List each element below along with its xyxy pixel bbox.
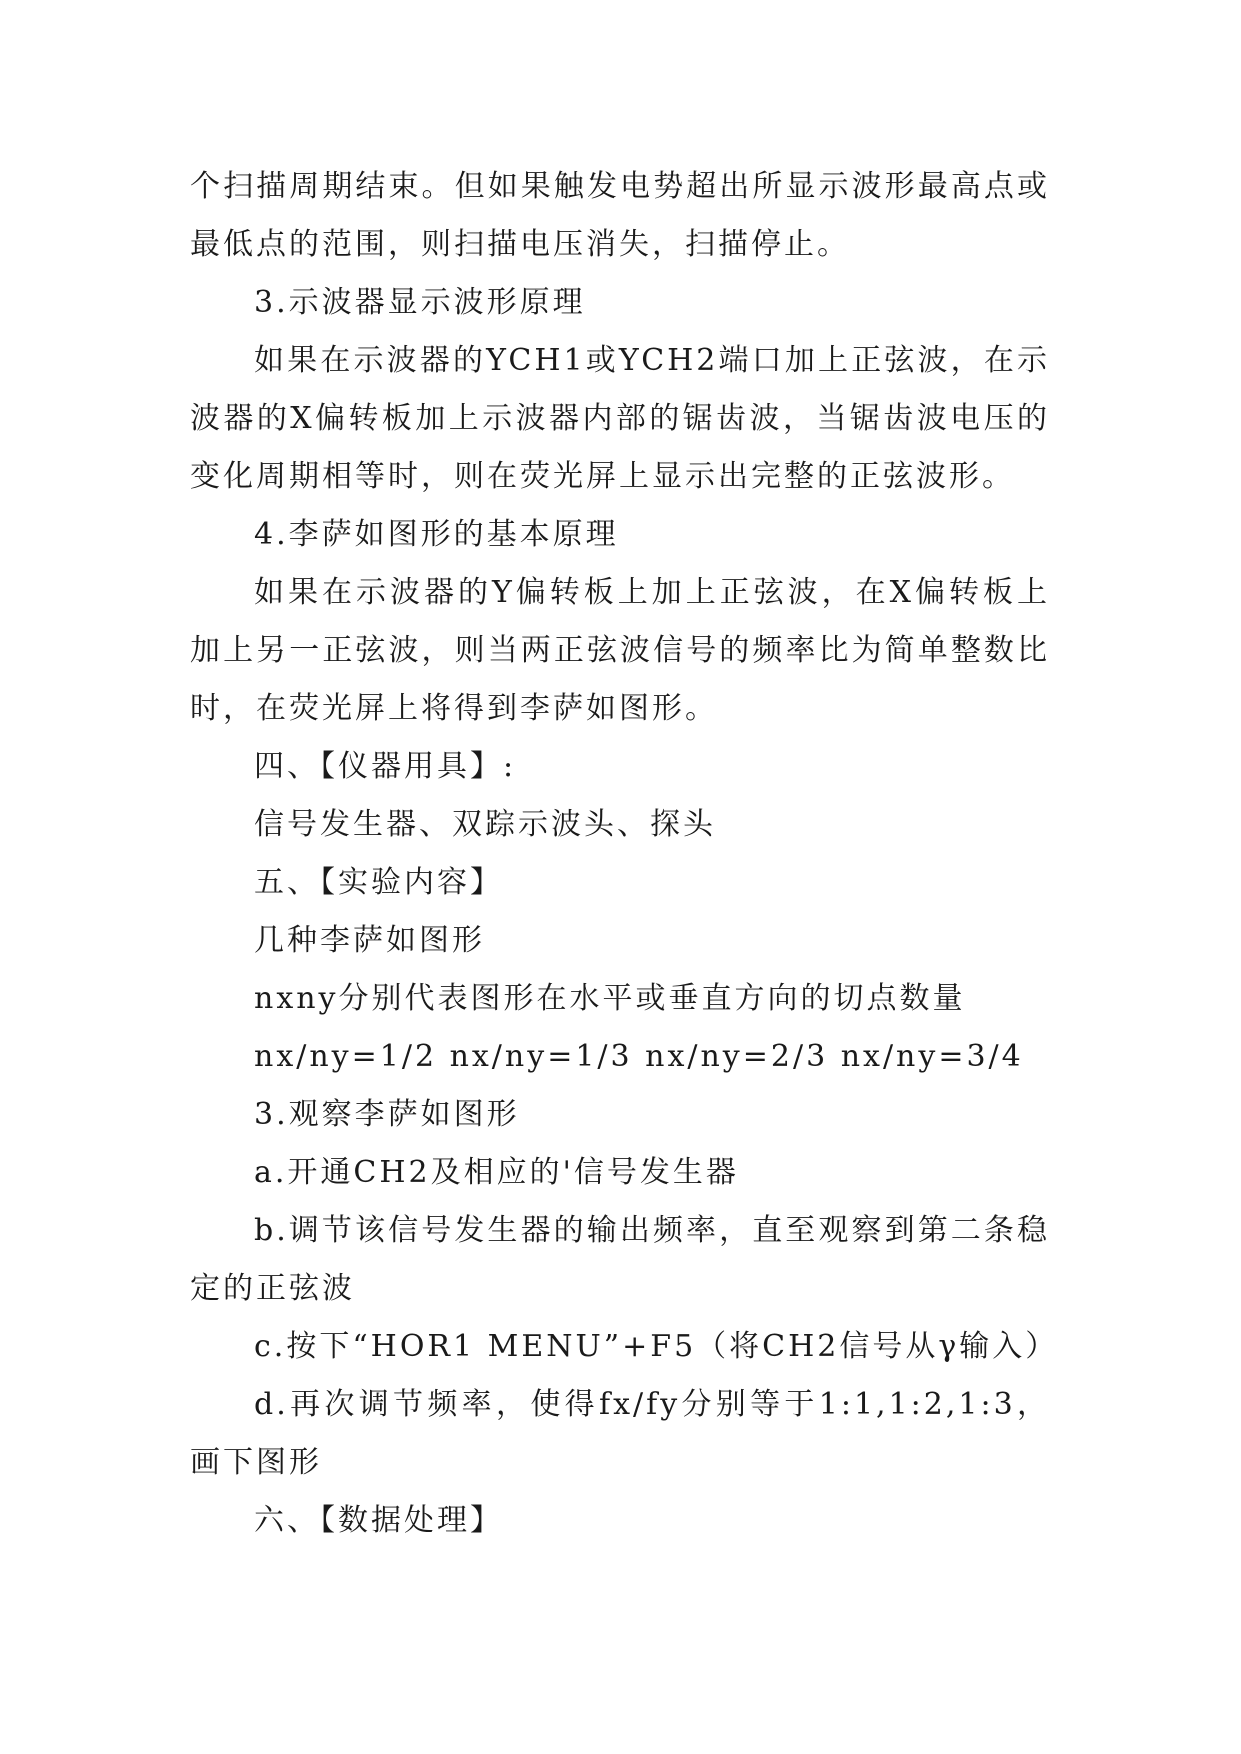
step-b: b.调节该信号发生器的输出频率，直至观察到第二条稳定的正弦波 [190, 1213, 1050, 1306]
step-c: c.按下“HOR1 MENU”+F5（将CH2信号从γ输入） [254, 1329, 1059, 1364]
step-d: d.再次调节频率，使得fx/fy分别等于1:1,1:2,1:3，画下图形 [190, 1387, 1050, 1480]
paragraph-instruments: 信号发生器、双踪示波头、探头 [254, 807, 716, 842]
step-a: a.开通CH2及相应的'信号发生器 [254, 1155, 739, 1190]
paragraph-nxny-ratios: nx/ny=1/2 nx/ny=1/3 nx/ny=2/3 nx/ny=3/4 [254, 1039, 1024, 1074]
heading-experiment-content: 五、【实验内容】 [254, 865, 503, 900]
heading-instruments: 四、【仪器用具】: [254, 749, 517, 784]
paragraph-waveform-principle: 如果在示波器的YCH1或YCH2端口加上正弦波，在示波器的X偏转板加上示波器内部的锯齿波，当锯齿波电压的变化周期相等时，则在荧光屏上显示出完整的正弦波形。 [190, 343, 1050, 494]
heading-lissajous-principle: 4.李萨如图形的基本原理 [254, 517, 619, 552]
paragraph-scan-end: 个扫描周期结束。但如果触发电势超出所显示波形最高点或最低点的范围，则扫描电压消失，扫描停止。 [190, 169, 1050, 262]
heading-data-processing: 六、【数据处理】 [254, 1503, 503, 1538]
paragraph-lissajous-kinds: 几种李萨如图形 [254, 923, 485, 958]
heading-waveform-principle: 3.示波器显示波形原理 [254, 285, 586, 320]
paragraph-nxny-definition: nxny分别代表图形在水平或垂直方向的切点数量 [254, 981, 966, 1016]
heading-observe-lissajous: 3.观察李萨如图形 [254, 1097, 520, 1132]
paragraph-lissajous-principle: 如果在示波器的Y偏转板上加上正弦波，在X偏转板上加上另一正弦波，则当两正弦波信号的频率比为简单整数比时，在荧光屏上将得到李萨如图形。 [190, 575, 1050, 726]
document-page [190, 158, 1059, 1550]
